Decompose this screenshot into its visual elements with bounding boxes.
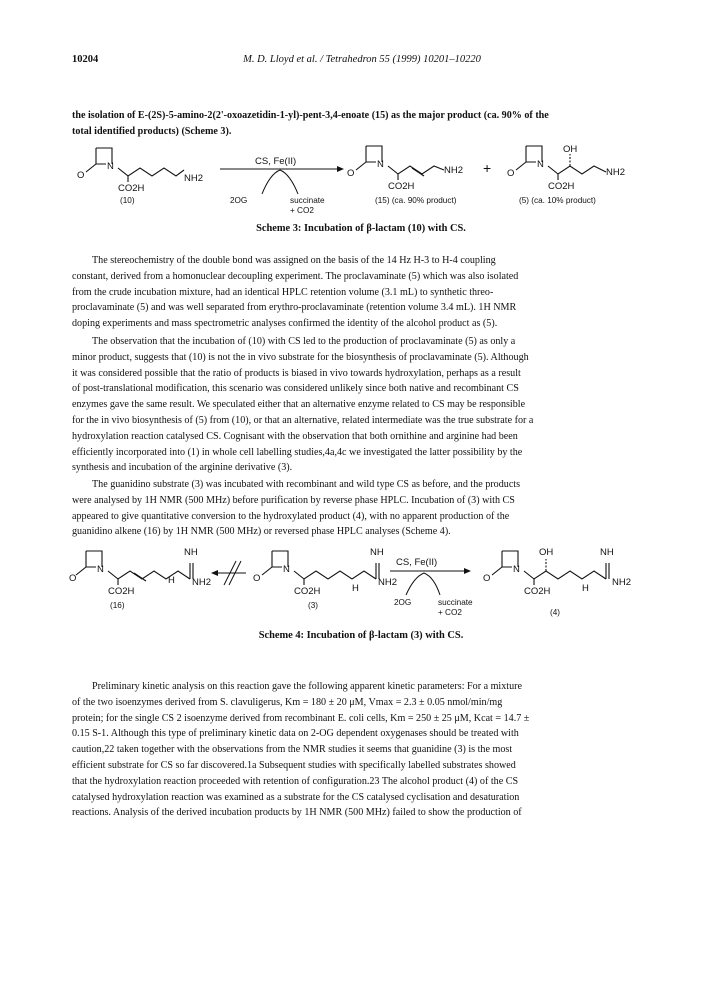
carboxyl-label: CO2H: [388, 181, 415, 192]
imine-label: NH: [600, 547, 614, 558]
carboxyl-label: CO2H: [524, 586, 551, 597]
text-line: caution,22 taken together with the observations from the NMR studies it seems that guanidine (3) is the most: [72, 744, 513, 756]
byproduct-label: succinate: [438, 598, 473, 607]
text-line: The guanidino substrate (3) was incubated with recombinant and wild type CS as before, and the products: [92, 479, 521, 490]
text-line: Preliminary kinetic analysis on this reaction gave the following apparent kinetic parameters: For a mixture: [92, 681, 522, 692]
carboxyl-label: CO2H: [294, 586, 321, 597]
plus-sign: +: [483, 160, 492, 176]
text-line: reactions. Analysis of the derived incubation products by 1H NMR (500 MHz) failed to show the production of: [72, 807, 522, 819]
text-line: hydroxylation reaction catalysed CS. Cognisant with the observation that both ornithine and arginine had been: [72, 430, 518, 442]
text-line: The observation that the incubation of (10) with CS led to the production of proclavaminate (5) as only a: [92, 336, 516, 347]
oxygen-label: O: [253, 573, 261, 584]
text-line: from the crude incubation mixture, had an identical HPLC retention volume (3.1 mL) to synthetic threo-: [72, 286, 494, 298]
text-line: minor product, suggests that (10) is not the in vivo substrate for the biosynthesis of proclavaminate (5). Although: [72, 351, 529, 363]
body-paragraph: [72, 679, 650, 821]
text-line: for the in vivo biosynthesis of (5) from (10), or that an alternative, related intermediate was the true substrate for a: [72, 414, 534, 426]
text-line: catalysed hydroxylation reaction was examined as a substrate for the CS catalysed cyclisation and desaturation: [72, 791, 520, 803]
reaction-arrow: [220, 156, 344, 215]
text-line: efficient substrate for CS so far discovered.1a Subsequent studies with specifically labelled substrates showed: [72, 759, 516, 771]
hydroxyl-label: OH: [539, 547, 554, 558]
text-line: The stereochemistry of the double bond was assigned on the basis of the 14 Hz H-3 to H-4 coupling: [92, 255, 496, 266]
compound-3-structure: [253, 547, 397, 610]
text-line: appeared to give quantitative conversion to the hydroxylated product (4), with no apparent production of the: [72, 510, 510, 522]
oxygen-label: O: [507, 168, 515, 179]
oxygen-label: O: [77, 170, 85, 181]
compound-10-structure: [77, 148, 203, 205]
imine-label: NH: [370, 547, 384, 558]
amine-label: NH2: [606, 167, 626, 178]
nitrogen-label: N: [377, 159, 384, 170]
text-line: efficiently incorporated into (1) in whole cell labelling studies,4a,4c we investigated the latter possibility by the: [72, 446, 523, 458]
text-line: 0.15 S-1. Although this type of preliminary kinetic data on 2-OG dependent oxygenases should be treated with: [72, 728, 519, 740]
compound-10-label: (10): [120, 196, 135, 205]
nitrogen-label: N: [97, 564, 104, 575]
nitrogen-label: N: [513, 564, 520, 575]
compound-16-structure: [69, 547, 211, 610]
compound-5-label: (5) (ca. 10% product): [519, 196, 596, 205]
carboxyl-label: CO2H: [118, 183, 145, 194]
reagent-label: CS, Fe(II): [396, 557, 438, 568]
text-line: protein; for the single CS 2 isoenzyme derived from recombinant E. coli cells, Km = 250 ± 25 μM, Kcat = 14.7 ±: [72, 712, 530, 724]
scheme-4-caption: Scheme 4: Incubation of β-lactam (3) with CS.: [258, 630, 464, 641]
text-line: it was considered possible that the ratio of products is biased in vivo towards hydroxylation, perhaps as a result: [72, 367, 521, 379]
text-line: synthesis and incubation of the arginine derivative (3).: [72, 462, 293, 474]
text-line: that the hydroxylation reaction proceeded with retention of configuration.23 The alcohol product (4) of the CS: [72, 775, 519, 787]
hydrogen-label: H: [168, 575, 175, 586]
reagent-label: CS, Fe(II): [255, 156, 297, 167]
amine-label: NH2: [612, 577, 632, 588]
text-line: total identified products) (Scheme 3).: [72, 125, 232, 137]
scheme-3-caption: Scheme 3: Incubation of β-lactam (10) with CS.: [256, 223, 466, 234]
oxygen-label: O: [69, 573, 77, 584]
hydrogen-label: H: [582, 583, 589, 594]
running-title: M. D. Lloyd et al. / Tetrahedron 55 (1999) 10201–10220: [243, 54, 481, 65]
body-paragraph: [72, 477, 650, 540]
intro-paragraph: [72, 108, 650, 140]
reaction-arrow: [390, 557, 473, 617]
blocked-reaction-arrow: [211, 561, 246, 585]
text-line: were analysed by 1H NMR (500 MHz) before purification by reverse phase HPLC. Incubation of (3) with CS: [72, 494, 515, 506]
text-line: constant, derived from a homonuclear decoupling experiment. The proclavaminate (5) which was also isolated: [72, 270, 519, 282]
text-line: doping experiments and mass spectrometric analyses confirmed the identity of the alcohol product as (5).: [72, 318, 498, 330]
compound-15-label: (15) (ca. 90% product): [375, 196, 457, 205]
body-paragraph: [72, 334, 650, 476]
text-line: of the two isoenzymes derived from S. clavuligerus, Km = 180 ± 20 μM, Vmax = 2.3 ± 0.05 nmol/min/mg: [72, 696, 503, 708]
compound-4-label: (4): [550, 608, 561, 617]
nitrogen-label: N: [107, 161, 114, 172]
imine-label: NH: [184, 547, 198, 558]
text-line: enzymes gave the same result. We speculated either that an alternative enzyme related to CS may be responsible: [72, 399, 526, 411]
compound-4-structure: [483, 547, 631, 617]
text-line: proclavaminate (5) and was well separated from erythro-proclavaminate (retention volume 3.4 mL). 1H NMR: [72, 302, 517, 314]
hydroxyl-label: OH: [563, 144, 578, 155]
text-line: the isolation of E-(2S)-5-amino-2(2'-oxoazetidin-1-yl)-pent-3,4-enoate (15) as the major product (ca. 90% of the: [72, 110, 549, 121]
carboxyl-label: CO2H: [108, 586, 135, 597]
compound-16-label: (16): [110, 601, 125, 610]
nitrogen-label: N: [283, 564, 290, 575]
byproduct-label: succinate: [290, 196, 325, 205]
cosubstrate-label: 2OG: [394, 598, 412, 607]
amine-label: NH2: [378, 577, 398, 588]
oxygen-label: O: [483, 573, 491, 584]
byproduct-label: + CO2: [438, 608, 462, 617]
text-line: of post-translational modification, this scenario was considered unlikely since both native and recombinant CS: [72, 383, 519, 395]
body-paragraph: [72, 253, 650, 332]
amine-label: NH2: [444, 165, 464, 176]
page-header: [72, 54, 652, 68]
compound-5-structure: [507, 144, 625, 205]
carboxyl-label: CO2H: [548, 181, 575, 192]
oxygen-label: O: [347, 168, 355, 179]
page-number: 10204: [72, 54, 99, 65]
compound-3-label: (3): [308, 601, 319, 610]
nitrogen-label: N: [537, 159, 544, 170]
hydrogen-label: H: [352, 583, 359, 594]
compound-15-structure: [347, 146, 463, 205]
byproduct-label: + CO2: [290, 206, 314, 215]
text-line: guanidino alkene (16) by 1H NMR (500 MHz) or reversed phase HPLC analyses (Scheme 4).: [72, 526, 451, 538]
cosubstrate-label: 2OG: [230, 196, 248, 205]
amine-label: NH2: [192, 577, 212, 588]
amine-label: NH2: [184, 173, 204, 184]
